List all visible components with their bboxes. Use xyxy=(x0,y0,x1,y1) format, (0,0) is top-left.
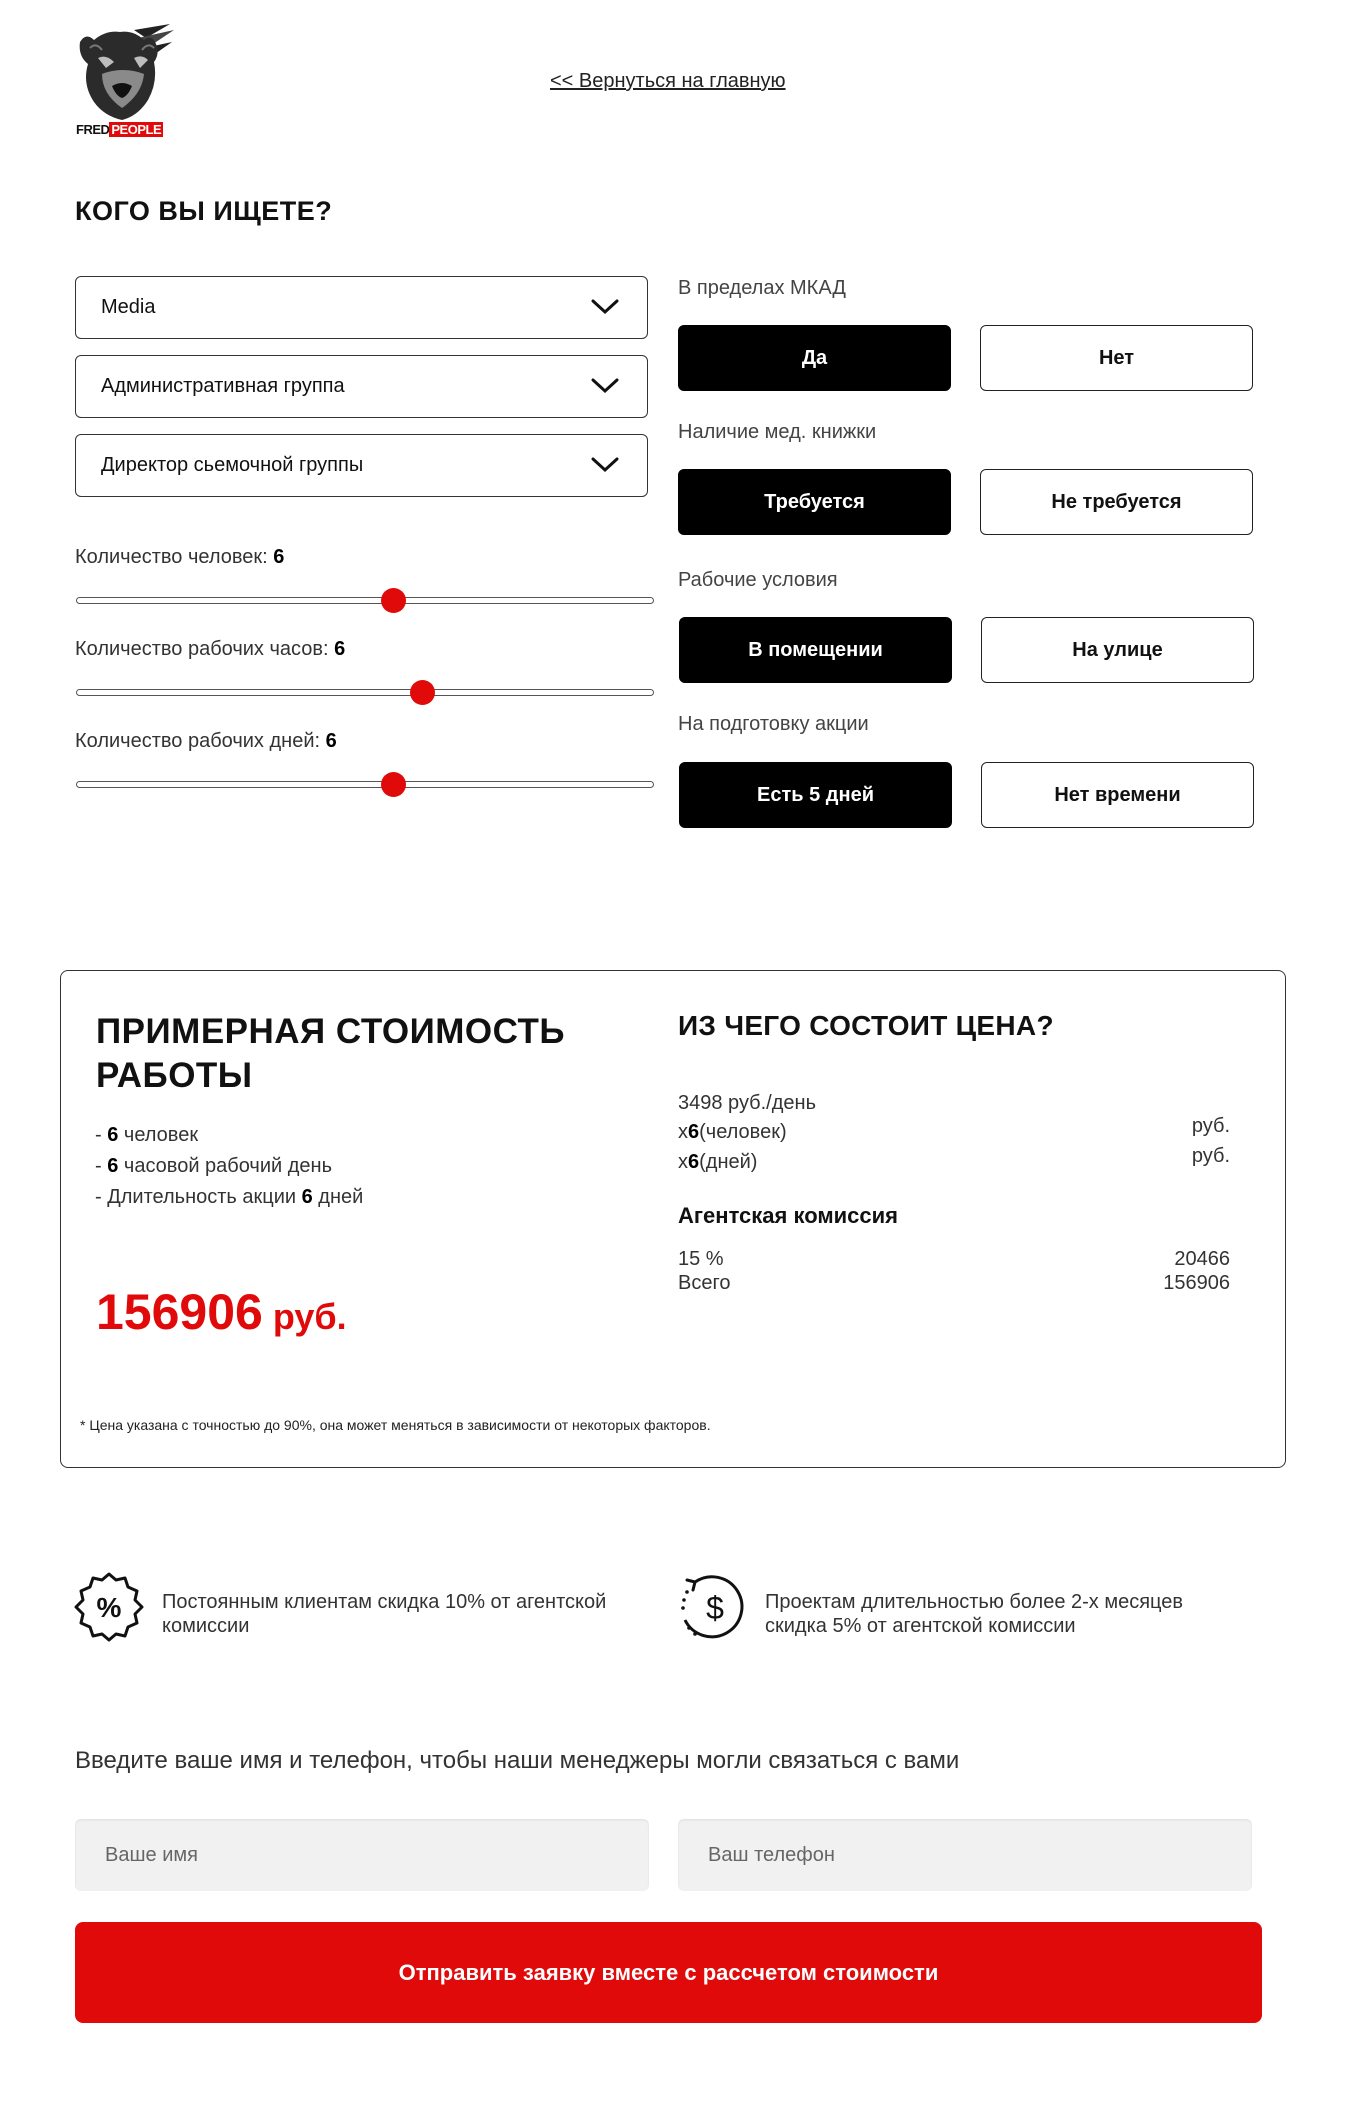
group-select[interactable] xyxy=(75,355,648,418)
agency-commission-title: Агентская комиссия xyxy=(678,1203,898,1228)
position-select-value: Директор сьемочной группы xyxy=(101,454,364,476)
submit-request-button[interactable]: Отправить заявку вместе с рассчетом стоимости xyxy=(75,1922,1262,2023)
category-select[interactable] xyxy=(75,276,648,339)
page-title: КОГО ВЫ ИЩЕТЕ? xyxy=(75,196,333,226)
name-input[interactable] xyxy=(75,1819,649,1891)
preparation-label: На подготовку акции xyxy=(678,713,869,735)
dollar-clock-icon xyxy=(675,1570,749,1644)
percent-badge-icon xyxy=(72,1570,146,1644)
position-select[interactable] xyxy=(75,434,648,497)
total-price: 156906 руб. xyxy=(96,1284,347,1340)
medbook-required-button[interactable]: Требуется xyxy=(678,469,951,535)
price-accuracy-note: * Цена указана с точностью до 90%, она может меняться в зависимости от некоторых факторов. xyxy=(80,1417,711,1433)
bear-logo-icon xyxy=(72,24,176,124)
days-count-label: Количество рабочих дней: 6 xyxy=(75,730,337,752)
days-count-value: 6 xyxy=(325,730,337,752)
commission-percent: 15 % xyxy=(678,1248,724,1270)
chevron-down-icon xyxy=(591,455,619,475)
svg-text:$: $ xyxy=(706,1590,724,1626)
chevron-down-icon xyxy=(591,376,619,396)
days-multiplier-currency: руб. xyxy=(1191,1145,1230,1167)
people-count-label: Количество человек: 6 xyxy=(75,546,285,568)
total-label: Всего xyxy=(678,1272,731,1294)
category-select-value: Media xyxy=(101,296,156,318)
cost-days-line: - Длительность акции 6 дней xyxy=(95,1186,364,1208)
mkad-yes-button[interactable]: Да xyxy=(678,325,951,391)
back-to-home-link[interactable]: << Вернуться на главную xyxy=(550,70,786,92)
discount-long-projects: Проектам длительностью более 2-х месяцев скидка 5% от агентской комиссии xyxy=(765,1591,1184,1637)
slider-thumb[interactable] xyxy=(381,588,406,613)
cost-people-line: - 6 человек xyxy=(95,1124,199,1146)
people-multiplier: x6(человек) xyxy=(678,1121,787,1143)
people-count-value: 6 xyxy=(273,546,285,568)
form-prompt: Введите ваше имя и телефон, чтобы наши менеджеры могли связаться с вами xyxy=(75,1747,960,1774)
has-5-days-button[interactable]: Есть 5 дней xyxy=(679,762,952,828)
chevron-down-icon xyxy=(591,297,619,317)
people-count-slider[interactable] xyxy=(76,597,654,604)
cost-hours-line: - 6 часовой рабочий день xyxy=(95,1155,333,1177)
mkad-label: В пределах МКАД xyxy=(678,277,846,299)
no-time-button[interactable]: Нет времени xyxy=(981,762,1254,828)
price-breakdown-title: ИЗ ЧЕГО СОСТОИТ ЦЕНА? xyxy=(678,1010,1054,1041)
medbook-not-required-button[interactable]: Не требуется xyxy=(980,469,1253,535)
slider-thumb[interactable] xyxy=(410,680,435,705)
hours-count-slider[interactable] xyxy=(76,689,654,696)
svg-text:%: % xyxy=(96,1592,122,1623)
mkad-no-button[interactable]: Нет xyxy=(980,325,1253,391)
discount-regular-clients: Постоянным клиентам скидка 10% от агентской комиссии xyxy=(162,1591,607,1637)
days-multiplier: x6(дней) xyxy=(678,1151,758,1173)
hours-count-label: Количество рабочих часов: 6 xyxy=(75,638,346,660)
outdoor-button[interactable]: На улице xyxy=(981,617,1254,683)
cost-title: ПРИМЕРНАЯ СТОИМОСТЬ РАБОТЫ xyxy=(96,1012,566,1095)
daily-rate: 3498 руб./день xyxy=(678,1092,816,1114)
conditions-label: Рабочие условия xyxy=(678,569,838,591)
people-multiplier-currency: руб. xyxy=(1191,1115,1230,1137)
hours-count-value: 6 xyxy=(334,638,346,660)
group-select-value: Административная группа xyxy=(101,375,345,397)
phone-input[interactable] xyxy=(678,1819,1252,1891)
slider-thumb[interactable] xyxy=(381,772,406,797)
total-amount: 156906 xyxy=(1163,1272,1230,1294)
days-count-slider[interactable] xyxy=(76,781,654,788)
medbook-label: Наличие мед. книжки xyxy=(678,421,877,443)
logo-wordmark: FRED PEOPLE xyxy=(76,122,162,137)
commission-amount: 20466 xyxy=(1174,1248,1230,1270)
indoor-button[interactable]: В помещении xyxy=(679,617,952,683)
